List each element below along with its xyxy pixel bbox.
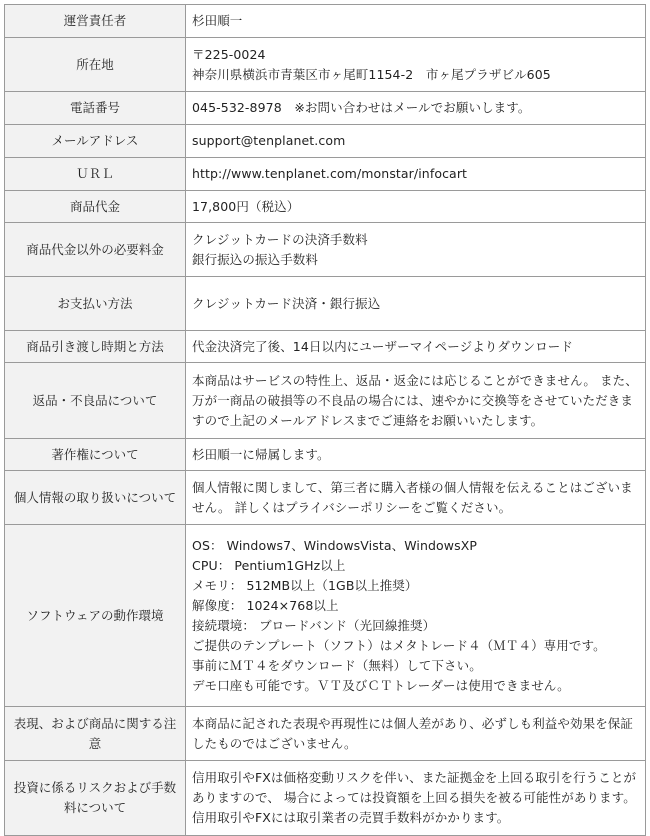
table-row — [5, 125, 646, 158]
row-label: 商品代金 — [5, 191, 186, 223]
value-line: ご提供のテンプレート（ソフト）はメタトレード４（ＭＴ４）専用です。 — [192, 637, 606, 653]
row-value — [186, 125, 646, 158]
table-row — [5, 277, 646, 331]
row-label: ソフトウェアの動作環境 — [5, 525, 186, 707]
value-line: 個人情報に関しまして、第三者に購入者様の個人情報を伝えることはございません。 詳しくはプライバシーポリシーをご覧ください。 — [192, 479, 633, 515]
value-line: 接続環境： ブロードバンド（光回線推奨） — [192, 617, 436, 633]
row-label: ＵＲＬ — [5, 158, 186, 191]
table-row — [5, 158, 646, 191]
table-row — [5, 761, 646, 836]
value-line: 本商品はサービスの特性上、返品・返金には応じることができません。 また、万が一商品の破損等の不良品の場合には、速やかに交換等をさせていただきますので上記のメールアドレスまでご連絡をお願いいたします。 — [192, 372, 638, 428]
row-value — [186, 92, 646, 125]
business-info-table — [4, 4, 646, 836]
row-label: 電話番号 — [5, 92, 186, 125]
table-row — [5, 331, 646, 363]
value-line: クレジットカードの決済手数料 — [192, 231, 368, 247]
row-value — [186, 331, 646, 363]
table-row — [5, 363, 646, 439]
value-line: 17,800円（税込） — [192, 198, 300, 214]
row-value — [186, 471, 646, 525]
value-line: 杉田順一に帰属します。 — [192, 446, 330, 462]
table-row — [5, 471, 646, 525]
row-value — [186, 158, 646, 191]
value-line: 〒225-0024 — [192, 46, 266, 62]
email-link[interactable]: support@tenplanet.com — [192, 133, 346, 148]
value-line: 信用取引やFXは価格変動リスクを伴い、また証拠金を上回る取引を行うことがありますので、 場合によっては投資額を上回る損失を被る可能性があります。 信用取引やFXには取引業者の売買手数料がかかります。 — [192, 770, 637, 825]
row-value — [186, 191, 646, 223]
value-line: メモリ： 512MB以上（1GB以上推奨） — [192, 577, 418, 593]
row-value — [186, 223, 646, 277]
table-row — [5, 5, 646, 38]
value-line: OS： Windows7、WindowsVista、WindowsXP — [192, 537, 478, 553]
row-value — [186, 38, 646, 92]
table-row — [5, 707, 646, 761]
table-row — [5, 525, 646, 707]
table-row — [5, 38, 646, 92]
value-line: CPU： Pentium1GHz以上 — [192, 557, 346, 573]
row-label: お支払い方法 — [5, 277, 186, 331]
row-value — [186, 761, 646, 836]
value-line: 神奈川県横浜市青葉区市ヶ尾町1154-2 市ヶ尾プラザビル605 — [192, 66, 551, 82]
value-line: クレジットカード決済・銀行振込 — [192, 295, 381, 311]
row-value — [186, 5, 646, 38]
row-label: 返品・不良品について — [5, 363, 186, 439]
row-label: 著作権について — [5, 439, 186, 471]
url-link[interactable]: http://www.tenplanet.com/monstar/infocart — [192, 166, 468, 181]
row-label: 運営責任者 — [5, 5, 186, 38]
table-row — [5, 92, 646, 125]
value-line: 解像度： 1024×768以上 — [192, 597, 339, 613]
value-line: 本商品に記された表現や再現性には個人差があり、必ずしも利益や効果を保証したものではございません。 — [192, 715, 634, 751]
row-label: 個人情報の取り扱いについて — [5, 471, 186, 525]
value-line: 事前にＭＴ４をダウンロード（無料）して下さい。 — [192, 657, 482, 673]
row-label: 投資に係るリスクおよび手数料について — [5, 761, 186, 836]
row-value — [186, 525, 646, 707]
row-value — [186, 439, 646, 471]
value-line: 045-532-8978 ※お問い合わせはメールでお願いします。 — [192, 100, 531, 115]
table-row — [5, 439, 646, 471]
table-row — [5, 223, 646, 277]
row-value — [186, 363, 646, 439]
value-line: デモ口座も可能です。ＶＴ及びＣＴトレーダーは使用できません。 — [192, 677, 570, 693]
row-label: 表現、および商品に関する注意 — [5, 707, 186, 761]
value-line: 杉田順一 — [192, 13, 243, 28]
row-label: メールアドレス — [5, 125, 186, 158]
table-row — [5, 191, 646, 223]
row-value — [186, 277, 646, 331]
value-line: 代金決済完了後、14日以内にユーザーマイページよりダウンロード — [192, 338, 574, 354]
row-value — [186, 707, 646, 761]
value-line: 銀行振込の振込手数料 — [192, 251, 319, 267]
row-label: 商品代金以外の必要料金 — [5, 223, 186, 277]
row-label: 商品引き渡し時期と方法 — [5, 331, 186, 363]
row-label: 所在地 — [5, 38, 186, 92]
